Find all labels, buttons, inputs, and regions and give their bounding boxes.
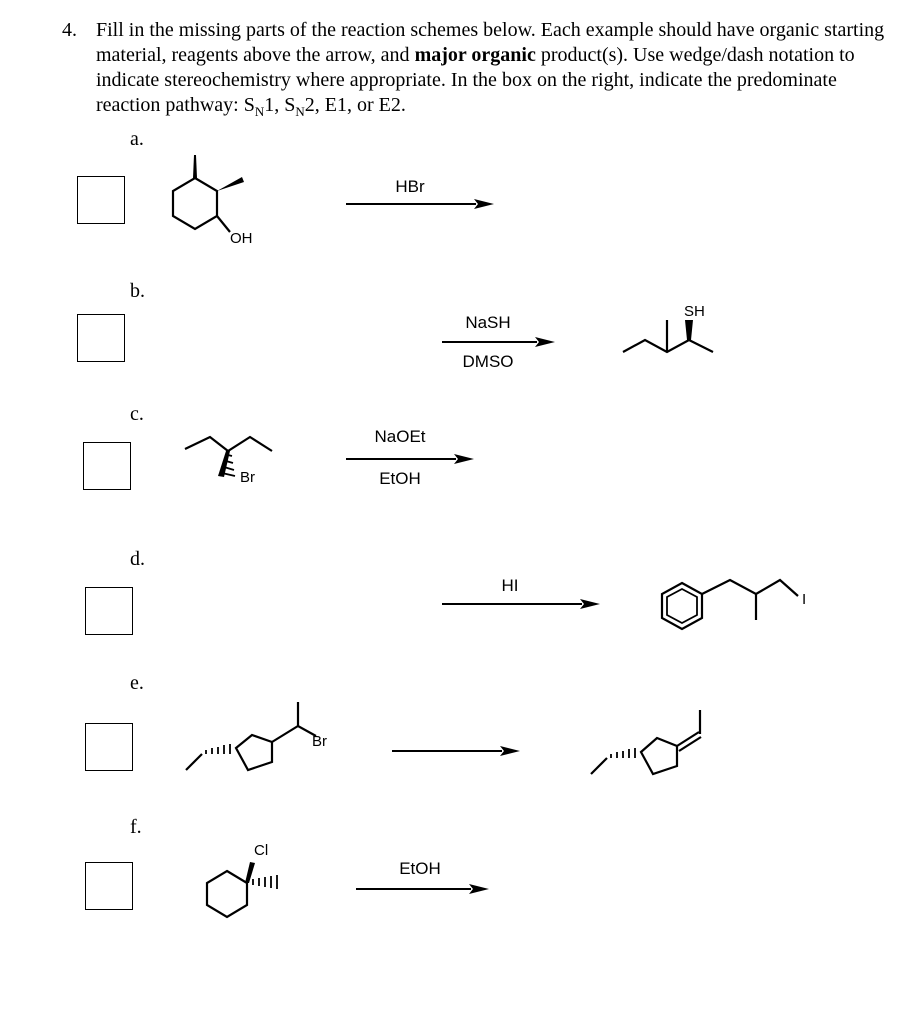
- part-a-reaction-arrow: [346, 197, 496, 211]
- part-c-label: c.: [130, 403, 144, 425]
- part-d-atom-i: I: [802, 591, 807, 608]
- part-a-reagent-above: HBr: [395, 177, 425, 196]
- part-b-atom-sh: SH: [684, 303, 705, 320]
- part-f-reagent-above: EtOH: [399, 859, 441, 878]
- part-c-answer-box[interactable]: [83, 442, 131, 490]
- question-text-part3: 1, S: [264, 94, 296, 116]
- part-a-atom-oh: OH: [230, 230, 253, 247]
- question-text-part4: 2, E1, or E2.: [304, 94, 406, 116]
- question-number: 4.: [62, 19, 77, 41]
- part-f-answer-box[interactable]: [85, 862, 133, 910]
- part-b-product: [615, 300, 735, 370]
- part-f-starting-material: [195, 855, 295, 925]
- part-d-reagent-above: HI: [501, 576, 519, 595]
- part-e-atom-br: Br: [312, 733, 327, 750]
- part-b-reaction-arrow: [442, 335, 557, 349]
- part-a-label: a.: [130, 128, 144, 150]
- part-f-reaction-arrow: [356, 882, 491, 896]
- part-c-atom-br: Br: [240, 469, 255, 486]
- part-c-reaction-arrow: [346, 452, 476, 466]
- question-text-bold: major organic: [414, 44, 536, 66]
- part-e-product: [585, 700, 725, 790]
- subscript-n-1: N: [254, 104, 265, 119]
- question-text-part1: Fill in the missing parts of the reaction schemes below. Each example should have organic starting material, reagents above the arrow, and: [96, 19, 885, 66]
- part-f-label: f.: [130, 816, 142, 838]
- part-e-answer-box[interactable]: [85, 723, 133, 771]
- question-text: [96, 18, 896, 124]
- question-text-part2: product(s). Use wedge/dash notation to indicate stereochemistry where appropriate. In the box on the right, indicate the predominate reaction pathway: S: [96, 44, 855, 116]
- part-e-label: e.: [130, 672, 144, 694]
- part-c-reagent-above: NaOEt: [374, 427, 426, 446]
- part-d-reaction-arrow: [442, 597, 602, 611]
- part-e-starting-material: [180, 690, 320, 780]
- subscript-n-2: N: [295, 104, 305, 119]
- part-a-answer-box[interactable]: [77, 176, 125, 224]
- part-f-atom-cl: Cl: [254, 842, 269, 859]
- part-b-reagent-below: DMSO: [462, 352, 514, 371]
- part-e-reaction-arrow: [392, 744, 522, 758]
- part-b-reagent-above: NaSH: [465, 313, 511, 332]
- part-b-answer-box[interactable]: [77, 314, 125, 362]
- part-d-answer-box[interactable]: [85, 587, 133, 635]
- part-c-reagent-below: EtOH: [379, 469, 421, 488]
- part-b-label: b.: [130, 280, 145, 302]
- part-c-starting-material: [180, 425, 280, 495]
- part-d-label: d.: [130, 548, 145, 570]
